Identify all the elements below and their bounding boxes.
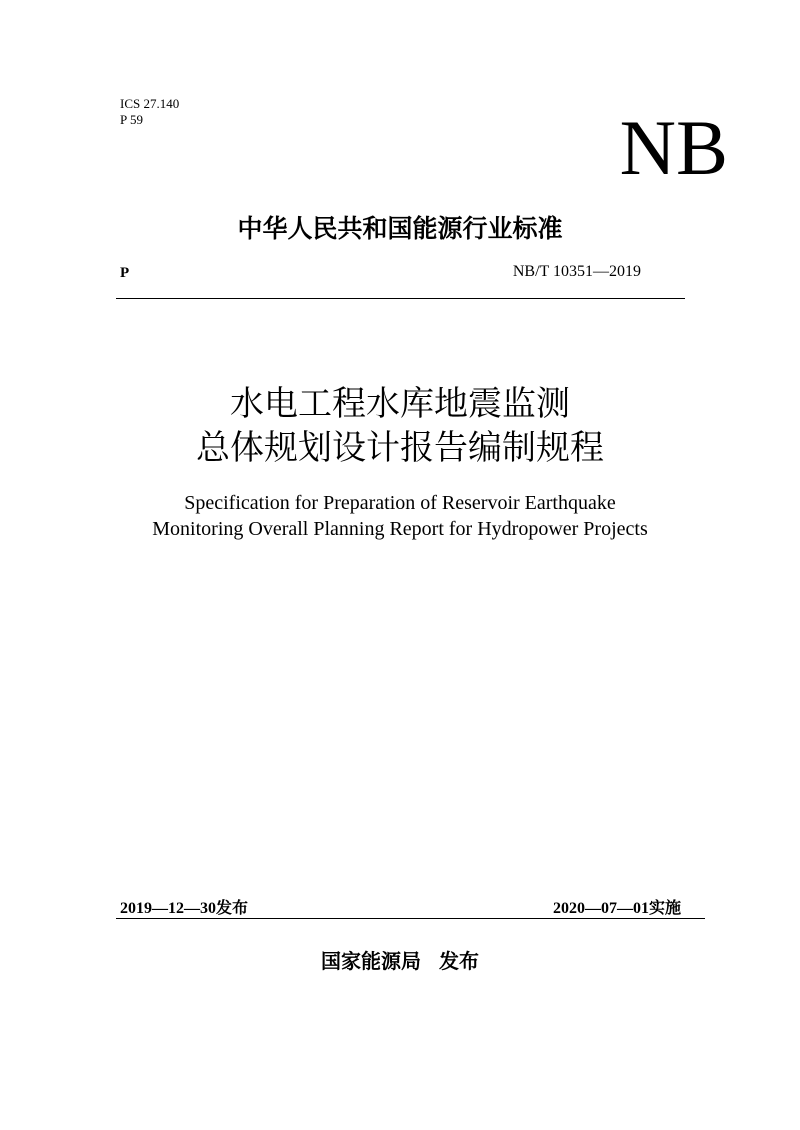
publisher-action: 发布 <box>439 949 479 973</box>
nb-logo: NB <box>619 104 728 191</box>
industry-standard-title: 中华人民共和国能源行业标准 <box>237 214 563 243</box>
ics-code: ICS 27.140 <box>120 96 180 111</box>
issue-date <box>120 898 248 919</box>
effective-date <box>553 898 681 919</box>
standard-number: NB/T 10351—2019 <box>512 263 641 280</box>
english-title-line-1: Specification for Preparation of Reservoir Earthquake <box>184 492 616 514</box>
english-title <box>0 490 800 542</box>
dates-row <box>120 898 680 920</box>
footer-divider <box>116 918 705 919</box>
chinese-title-line-1: 水电工程水库地震监测 <box>230 384 570 424</box>
issue-date-value: 2019—12—30 <box>120 900 216 917</box>
category-code: P <box>120 265 130 281</box>
chinese-title <box>0 382 800 470</box>
publisher-name: 国家能源局 <box>321 949 421 973</box>
effective-date-value: 2020—07—01 <box>552 900 649 917</box>
effective-date-label: 实施 <box>648 898 681 917</box>
ccs-code: P 59 <box>120 112 143 127</box>
chinese-title-line-2: 总体规划设计报告编制规程 <box>196 428 604 468</box>
publisher-line <box>0 948 800 974</box>
english-title-line-2: Monitoring Overall Planning Report for Hydropower Projects <box>152 518 648 540</box>
header-divider <box>116 298 685 299</box>
issue-date-label: 发布 <box>216 898 249 917</box>
